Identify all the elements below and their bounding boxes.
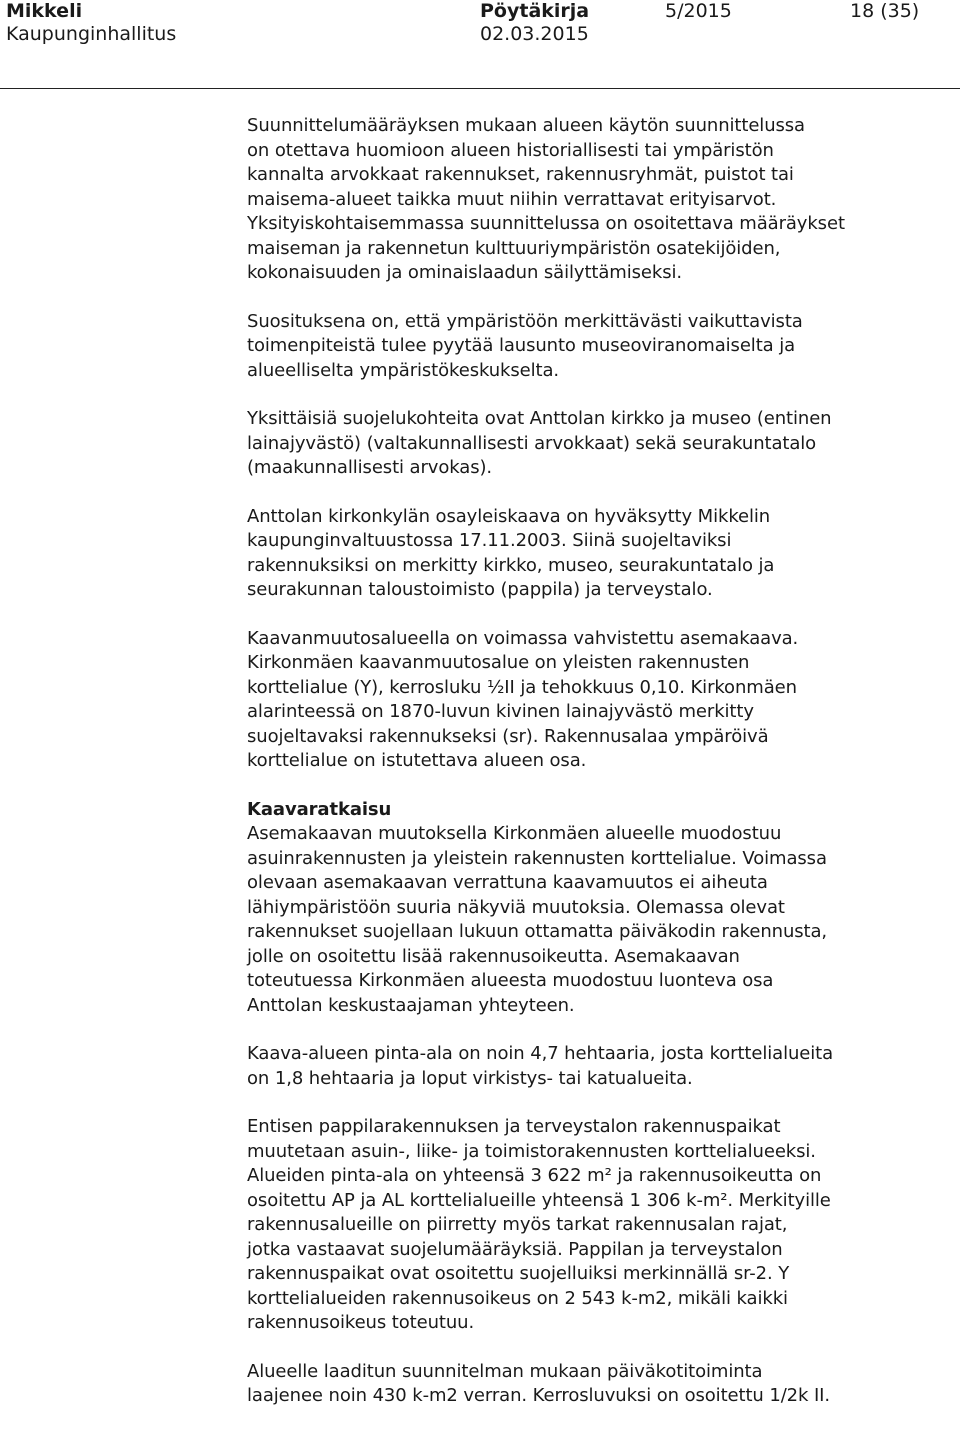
text-line: Suunnittelumääräyksen mukaan alueen käytön suunnittelussa: [247, 115, 805, 136]
text-line: lähiympäristöön suuria näkyviä muutoksia. Olemassa olevat: [247, 896, 785, 918]
text-line: asuinrakennusten ja yleistein rakennusten korttelialue. Voimassa: [247, 847, 827, 869]
text-line: Yksityiskohtaisemmassa suunnittelussa on osoitettava määräykset: [247, 213, 845, 234]
text-line: jolle on osoitettu lisää rakennusoikeutta. Asemakaavan: [247, 945, 740, 967]
text-line: rakennuspaikat ovat osoitettu suojelluiksi merkinnällä sr-2. Y: [247, 1263, 790, 1284]
paragraph: [247, 798, 907, 1019]
text-line: on otettava huomioon alueen historiallisesti tai ympäristön: [247, 139, 774, 161]
text-line: toteutuessa Kirkonmäen alueesta muodostuu luonteva osa: [247, 970, 774, 991]
text-line: alueelliselta ympäristökeskukselta.: [247, 359, 560, 381]
document-type: Pöytäkirja: [480, 0, 590, 22]
paragraph: [247, 1115, 907, 1336]
text-line: maisema-alueet taikka muut niihin verrattavat erityisarvot.: [247, 188, 777, 210]
text-line: korttelialue on istutettava alueen osa.: [247, 750, 587, 771]
text-line: kaupunginvaltuustossa 17.11.2003. Siinä suojeltaviksi: [247, 530, 732, 551]
org-name: Mikkeli: [6, 0, 83, 22]
text-line: Suosituksena on, että ympäristöön merkittävästi vaikuttavista: [247, 310, 803, 332]
text-line: Entisen pappilarakennuksen ja terveystalon rakennuspaikat: [247, 1116, 781, 1137]
paragraph: [247, 407, 907, 481]
document-body: [247, 114, 907, 1433]
header-divider: [0, 88, 960, 89]
text-line: olevaan asemakaavan verrattuna kaavamuutos ei aiheuta: [247, 872, 768, 893]
text-line: Anttolan kirkonkylän osayleiskaava on hyväksytty Mikkelin: [247, 505, 771, 527]
paragraph: [247, 505, 907, 603]
text-line: lainajyvästö) (valtakunnallisesti arvokkaat) sekä seurakuntatalo: [247, 432, 817, 454]
text-line: osoitettu AP ja AL korttelialueille yhteensä 1 306 k-m². Merkityille: [247, 1189, 831, 1211]
text-line: toimenpiteistä tulee pyytää lausunto museoviranomaiselta ja: [247, 335, 796, 356]
text-line: Kaavanmuutosalueella on voimassa vahvistettu asemakaava.: [247, 627, 799, 649]
text-line: rakennusalueille on piirretty myös tarkat rakennusalan rajat,: [247, 1214, 788, 1235]
text-line: alarinteessä on 1870-luvun kivinen lainajyvästö merkitty: [247, 701, 754, 722]
text-line: seurakunnan taloustoimisto (pappila) ja terveystalo.: [247, 579, 713, 600]
text-line: suojeltavaksi rakennukseksi (sr). Rakennusalaa ympäröivä: [247, 725, 769, 747]
meeting-date: 02.03.2015: [480, 23, 589, 45]
text-line: Yksittäisiä suojelukohteita ovat Anttolan kirkko ja museo (entinen: [247, 408, 832, 429]
text-line: (maakunnallisesti arvokas).: [247, 457, 493, 478]
section-heading: Kaavaratkaisu: [247, 798, 392, 820]
text-line: maiseman ja rakennetun kulttuuriympäristön osatekijöiden,: [247, 237, 781, 259]
text-line: kannalta arvokkaat rakennukset, rakennusryhmät, puistot tai: [247, 164, 794, 185]
text-line: rakennukset suojellaan lukuun ottamatta päiväkodin rakennusta,: [247, 921, 828, 942]
text-line: Alueiden pinta-ala on yhteensä 3 622 m² ja rakennusoikeutta on: [247, 1165, 822, 1186]
text-line: Alueelle laaditun suunnitelman mukaan päiväkotitoiminta: [247, 1360, 763, 1382]
body-name: Kaupunginhallitus: [6, 23, 177, 45]
paragraph: [247, 627, 907, 774]
text-line: Kaava-alueen pinta-ala on noin 4,7 hehtaaria, josta korttelialueita: [247, 1043, 834, 1064]
text-line: korttelialue (Y), kerrosluku ½II ja tehokkuus 0,10. Kirkonmäen: [247, 676, 797, 698]
paragraph: [247, 114, 907, 286]
meeting-number: 5/2015: [665, 0, 732, 22]
text-line: korttelialueiden rakennusoikeus on 2 543 k-m2, mikäli kaikki: [247, 1287, 788, 1309]
text-line: rakennusoikeus toteutuu.: [247, 1312, 475, 1333]
text-line: Kirkonmäen kaavanmuutosalue on yleisten rakennusten: [247, 652, 750, 673]
page-header: [0, 0, 960, 50]
text-line: kokonaisuuden ja ominaislaadun säilyttämiseksi.: [247, 262, 683, 283]
text-line: rakennuksiksi on merkitty kirkko, museo, seurakuntatalo ja: [247, 554, 775, 576]
text-line: laajenee noin 430 k-m2 verran. Kerrosluvuksi on osoitettu 1/2k II.: [247, 1385, 830, 1406]
paragraph: [247, 310, 907, 384]
text-line: on 1,8 hehtaaria ja loput virkistys- tai katualueita.: [247, 1067, 693, 1089]
paragraph: [247, 1360, 907, 1409]
paragraph: [247, 1042, 907, 1091]
text-line: muutetaan asuin-, liike- ja toimistorakennusten korttelialueeksi.: [247, 1140, 816, 1162]
text-line: Asemakaavan muutoksella Kirkonmäen alueelle muodostuu: [247, 823, 782, 844]
page-number: 18 (35): [850, 0, 920, 22]
text-line: Anttolan keskustaajaman yhteyteen.: [247, 994, 575, 1016]
text-line: jotka vastaavat suojelumääräyksiä. Pappilan ja terveystalon: [247, 1238, 783, 1260]
